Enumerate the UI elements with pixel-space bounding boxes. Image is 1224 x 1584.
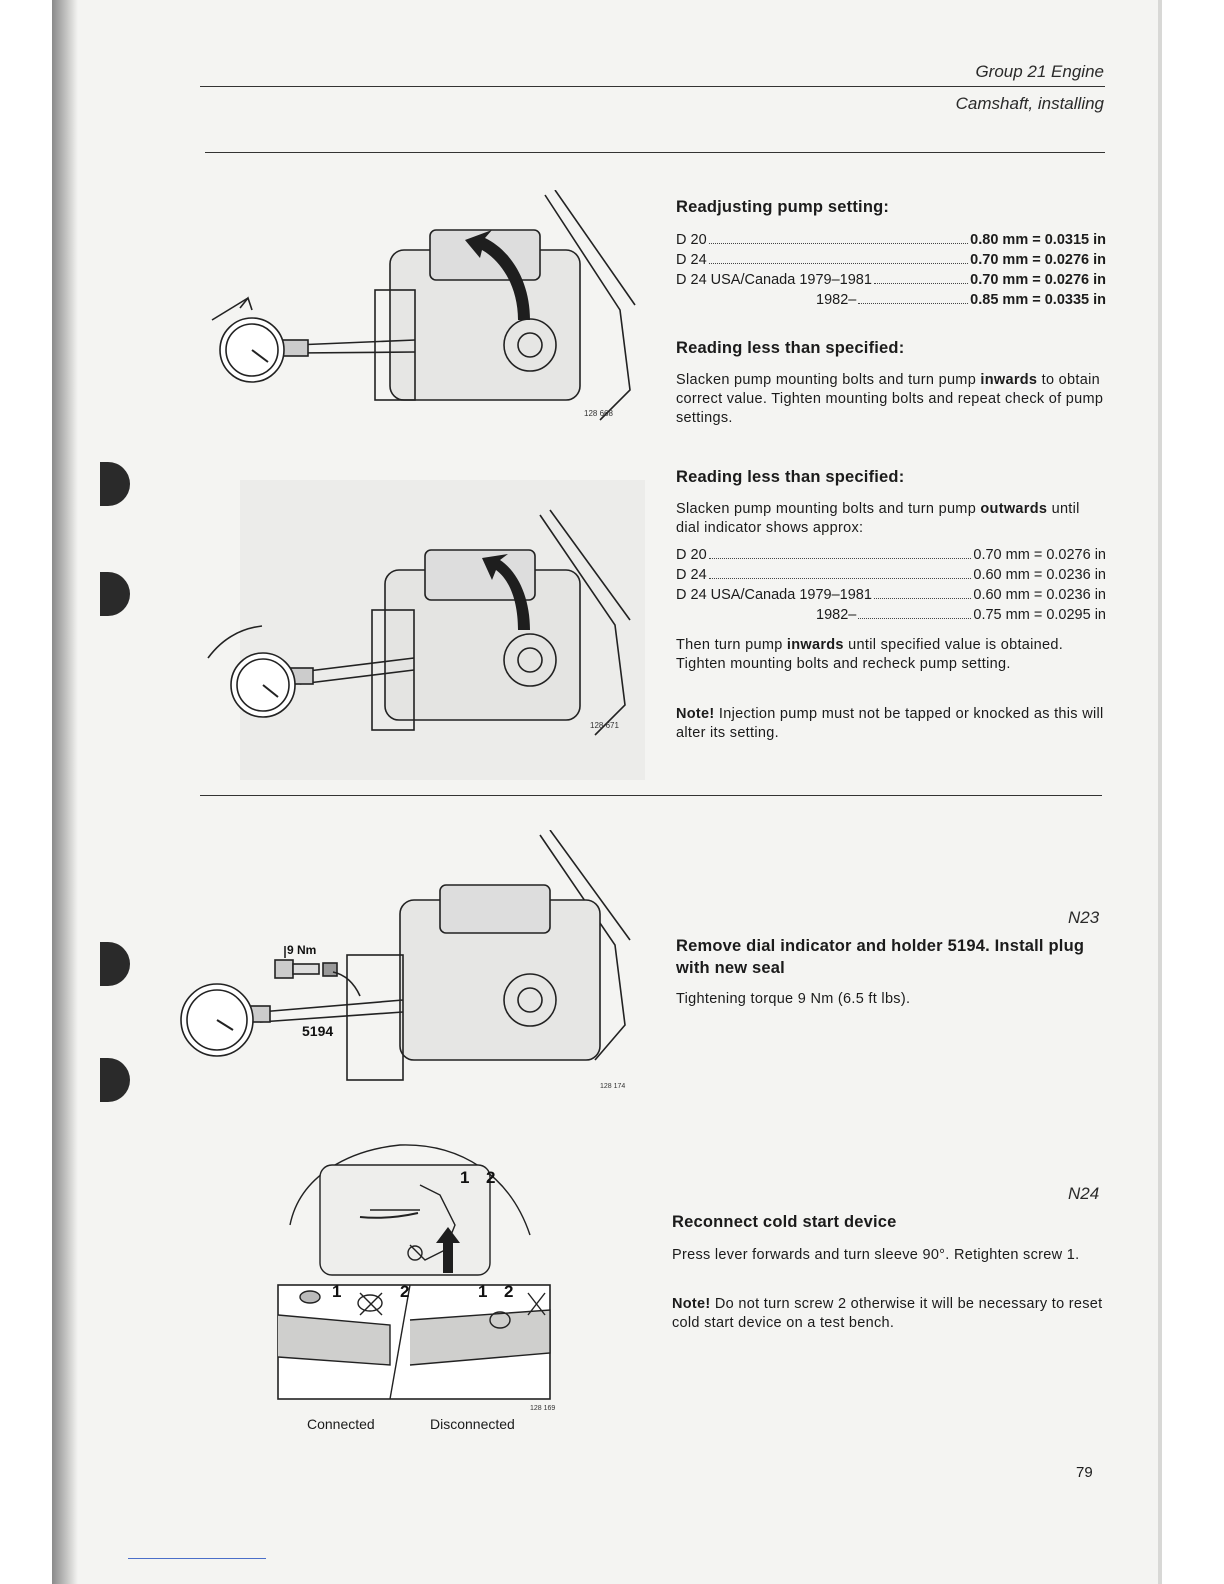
figure-code: 128 671 bbox=[590, 721, 619, 730]
spec-row: D 24 USA/Canada 1979–1981 0.60 mm = 0.0236 in bbox=[676, 587, 1106, 603]
figure-pump-dial-1 bbox=[200, 190, 640, 430]
less-text-1: Slacken pump mounting bolts and turn pump inwards to obtain correct value. Tighten mounting bolts and repeat check of pump settings. bbox=[676, 372, 1104, 426]
section-code-n24: N24 bbox=[1068, 1184, 1100, 1203]
approx-spec-table bbox=[676, 545, 1106, 625]
figure-pump-dial-2 bbox=[200, 480, 645, 780]
header-rule bbox=[200, 86, 1105, 87]
note-text-2: Note! Do not turn screw 2 otherwise it will be necessary to reset cold start device on a test bench. bbox=[672, 1296, 1103, 1331]
torque-label: 9 Nm bbox=[287, 943, 317, 957]
label-disconnected: Disconnected bbox=[430, 1416, 515, 1432]
screw-number-1: 1 bbox=[460, 1168, 470, 1187]
spec-row: D 20 0.80 mm = 0.0315 in bbox=[676, 232, 1106, 248]
spec-row: 1982– 0.75 mm = 0.0295 in bbox=[816, 607, 1106, 623]
spec-row: D 24 0.60 mm = 0.0236 in bbox=[676, 567, 1106, 583]
figure-remove-indicator bbox=[175, 830, 645, 1100]
n23-text: Tightening torque 9 Nm (6.5 ft lbs). bbox=[676, 991, 911, 1007]
section-title: Camshaft, installing bbox=[955, 94, 1104, 113]
inset-number-1: 1 bbox=[478, 1282, 488, 1301]
spec-row: D 20 0.70 mm = 0.0276 in bbox=[676, 547, 1106, 563]
section-code-n23: N23 bbox=[1068, 908, 1100, 927]
figure-code: 128 174 bbox=[600, 1083, 626, 1090]
n23-heading: Remove dial indicator and holder 5194. Install plug with new seal bbox=[676, 937, 1085, 977]
n24-heading: Reconnect cold start device bbox=[672, 1213, 897, 1231]
figure-cold-start bbox=[260, 1125, 560, 1415]
readjusting-spec-table bbox=[676, 230, 1106, 310]
spec-row: 1982– 0.85 mm = 0.0335 in bbox=[816, 292, 1106, 308]
spec-row: D 24 0.70 mm = 0.0276 in bbox=[676, 252, 1106, 268]
inset-number-2: 2 bbox=[504, 1282, 514, 1301]
inset-number-1: 1 bbox=[332, 1282, 342, 1301]
less-text-2: Slacken pump mounting bolts and turn pump outwards until dial indicator shows approx: bbox=[676, 501, 1080, 536]
group-title: Group 21 Engine bbox=[975, 62, 1104, 81]
then-text: Then turn pump inwards until specified value is obtained. Tighten mounting bolts and recheck pump setting. bbox=[676, 637, 1064, 672]
figure-code: 128 668 bbox=[584, 409, 613, 418]
label-connected: Connected bbox=[307, 1416, 375, 1432]
less-heading-1: Reading less than specified: bbox=[676, 339, 905, 357]
divider bbox=[200, 795, 1102, 796]
readjusting-heading: Readjusting pump setting: bbox=[676, 198, 890, 216]
divider bbox=[205, 152, 1105, 153]
tool-label: 5194 bbox=[302, 1023, 334, 1039]
n24-text: Press lever forwards and turn sleeve 90°. Retighten screw 1. bbox=[672, 1247, 1080, 1263]
page-edge bbox=[1158, 0, 1162, 1584]
inset-number-2: 2 bbox=[400, 1282, 410, 1301]
less-heading-2: Reading less than specified: bbox=[676, 468, 905, 486]
link-underline bbox=[128, 1558, 266, 1559]
binding-shadow bbox=[52, 0, 78, 1584]
note-text-1: Note! Injection pump must not be tapped or knocked as this will alter its setting. bbox=[676, 706, 1104, 741]
spec-row: D 24 USA/Canada 1979–1981 0.70 mm = 0.0276 in bbox=[676, 272, 1106, 288]
screw-number-2: 2 bbox=[486, 1168, 496, 1187]
figure-code: 128 169 bbox=[530, 1405, 556, 1412]
page-number: 79 bbox=[1076, 1464, 1093, 1481]
